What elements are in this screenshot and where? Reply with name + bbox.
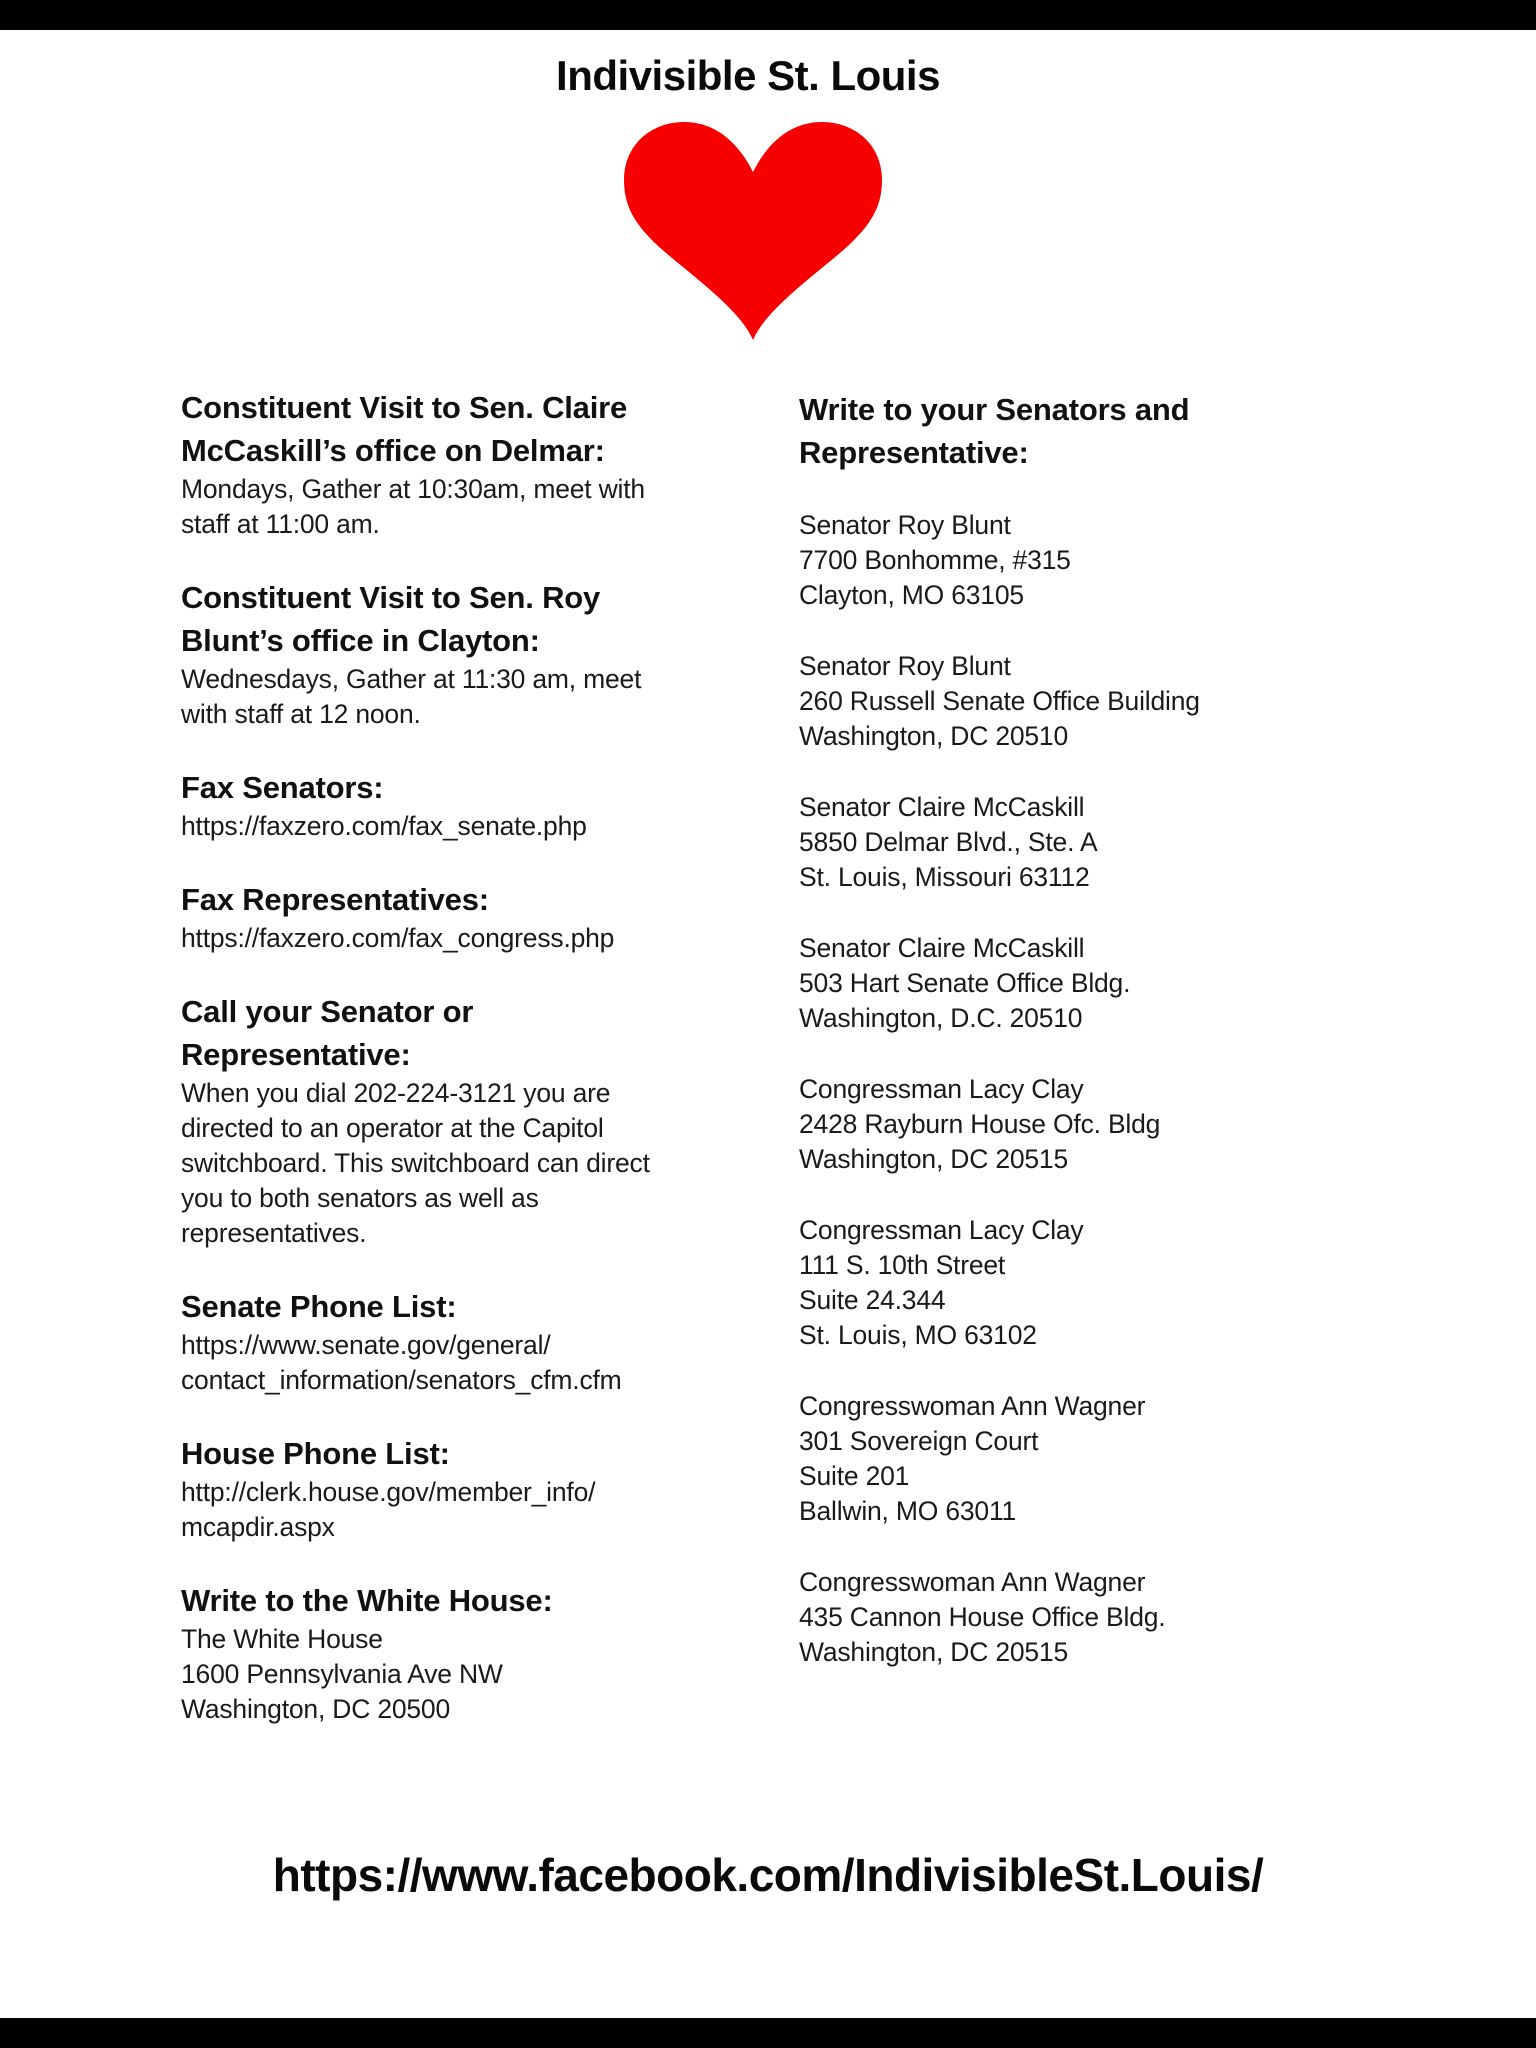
address-block <box>799 1213 1359 1353</box>
section-body-line: staff at 11:00 am. <box>181 509 380 539</box>
address-line: Washington, D.C. 20510 <box>799 1003 1083 1033</box>
section-body-line: representatives. <box>181 1218 367 1248</box>
facebook-url-link[interactable]: https://www.facebook.com/IndivisibleSt.Louis/ <box>272 1849 1264 1901</box>
info-section <box>181 878 741 956</box>
address-line: Clayton, MO 63105 <box>799 580 1024 610</box>
info-section <box>181 576 741 732</box>
address-recipient: Senator Roy Blunt <box>799 510 1011 540</box>
address-line: 260 Russell Senate Office Building <box>799 686 1200 716</box>
info-section <box>181 1579 741 1727</box>
section-body-line: The White House <box>181 1624 383 1654</box>
right-heading-line: Write to your Senators and <box>799 392 1190 427</box>
section-body <box>181 1328 741 1398</box>
address-line: Suite 201 <box>799 1461 910 1491</box>
address-line: St. Louis, Missouri 63112 <box>799 862 1090 892</box>
section-body-line: you to both senators as well as <box>181 1183 539 1213</box>
address-list <box>799 508 1359 1670</box>
address-line: Washington, DC 20515 <box>799 1637 1069 1667</box>
info-section <box>181 386 741 542</box>
address-block <box>799 790 1359 895</box>
section-body <box>181 809 741 844</box>
address-line: Washington, DC 20515 <box>799 1144 1069 1174</box>
address-line: 5850 Delmar Blvd., Ste. A <box>799 827 1098 857</box>
info-section <box>181 766 741 844</box>
section-heading-line: Constituent Visit to Sen. Roy <box>181 580 601 615</box>
section-heading <box>181 576 741 662</box>
address-block <box>799 508 1359 613</box>
address-line: 301 Sovereign Court <box>799 1426 1039 1456</box>
section-body <box>181 662 741 732</box>
section-heading-line: Fax Senators: <box>181 770 384 805</box>
address-line: St. Louis, MO 63102 <box>799 1320 1037 1350</box>
section-url-text[interactable]: https://www.senate.gov/general/ <box>181 1330 551 1360</box>
section-heading <box>181 766 741 809</box>
section-body-line: Mondays, Gather at 10:30am, meet with <box>181 474 645 504</box>
heart-icon <box>622 118 884 344</box>
section-url-text[interactable]: https://faxzero.com/fax_congress.php <box>181 923 615 953</box>
section-body-line: directed to an operator at the Capitol <box>181 1113 604 1143</box>
top-black-bar <box>0 0 1536 30</box>
page-title: Indivisible St. Louis <box>556 52 940 99</box>
section-heading <box>181 990 741 1076</box>
section-heading <box>181 1579 741 1622</box>
section-heading <box>181 878 741 921</box>
section-url-text[interactable]: http://clerk.house.gov/member_info/ <box>181 1477 596 1507</box>
section-heading <box>181 386 741 472</box>
section-body <box>181 1076 741 1251</box>
address-block <box>799 1389 1359 1529</box>
section-body <box>181 921 741 956</box>
right-heading-line: Representative: <box>799 435 1029 470</box>
section-heading-line: Representative: <box>181 1037 411 1072</box>
address-line: Ballwin, MO 63011 <box>799 1496 1017 1526</box>
heart-shape <box>624 122 882 340</box>
address-block <box>799 1072 1359 1177</box>
section-heading-line: Call your Senator or <box>181 994 474 1029</box>
section-url-text[interactable]: mcapdir.aspx <box>181 1512 335 1542</box>
section-body-line: When you dial 202-224-3121 you are <box>181 1078 611 1108</box>
address-line: 7700 Bonhomme, #315 <box>799 545 1071 575</box>
section-heading-line: Senate Phone List: <box>181 1289 457 1324</box>
section-body-line: with staff at 12 noon. <box>181 699 421 729</box>
address-block <box>799 649 1359 754</box>
address-block <box>799 1565 1359 1670</box>
section-heading-line: House Phone List: <box>181 1436 450 1471</box>
left-column <box>181 386 741 1761</box>
section-body <box>181 1622 741 1727</box>
address-recipient: Congressman Lacy Clay <box>799 1215 1084 1245</box>
section-url-text[interactable]: contact_information/senators_cfm.cfm <box>181 1365 622 1395</box>
section-heading-line: Write to the White House: <box>181 1583 553 1618</box>
section-heading-line: McCaskill’s office on Delmar: <box>181 433 605 468</box>
section-url-text[interactable]: https://faxzero.com/fax_senate.php <box>181 811 587 841</box>
right-heading <box>799 388 1359 474</box>
address-recipient: Senator Claire McCaskill <box>799 933 1085 963</box>
section-body-line: Washington, DC 20500 <box>181 1694 451 1724</box>
address-line: Washington, DC 20510 <box>799 721 1069 751</box>
address-recipient: Senator Roy Blunt <box>799 651 1011 681</box>
address-line: 503 Hart Senate Office Bldg. <box>799 968 1131 998</box>
address-line: 111 S. 10th Street <box>799 1250 1006 1280</box>
section-heading-line: Fax Representatives: <box>181 882 489 917</box>
section-heading <box>181 1432 741 1475</box>
section-body <box>181 1475 741 1545</box>
address-recipient: Congresswoman Ann Wagner <box>799 1567 1146 1597</box>
info-section <box>181 990 741 1251</box>
section-body <box>181 472 741 542</box>
address-line: 435 Cannon House Office Bldg. <box>799 1602 1166 1632</box>
section-heading-line: Constituent Visit to Sen. Claire <box>181 390 628 425</box>
address-block <box>799 931 1359 1036</box>
bottom-black-bar <box>0 2018 1536 2048</box>
section-body-line: Wednesdays, Gather at 11:30 am, meet <box>181 664 642 694</box>
address-line: 2428 Rayburn House Ofc. Bldg <box>799 1109 1161 1139</box>
address-line: Suite 24.344 <box>799 1285 946 1315</box>
section-heading-line: Blunt’s office in Clayton: <box>181 623 540 658</box>
section-body-line: switchboard. This switchboard can direct <box>181 1148 650 1178</box>
address-recipient: Congresswoman Ann Wagner <box>799 1391 1146 1421</box>
address-recipient: Congressman Lacy Clay <box>799 1074 1084 1104</box>
info-section <box>181 1285 741 1398</box>
right-column <box>799 388 1359 1706</box>
address-recipient: Senator Claire McCaskill <box>799 792 1085 822</box>
section-heading <box>181 1285 741 1328</box>
info-section <box>181 1432 741 1545</box>
section-body-line: 1600 Pennsylvania Ave NW <box>181 1659 503 1689</box>
